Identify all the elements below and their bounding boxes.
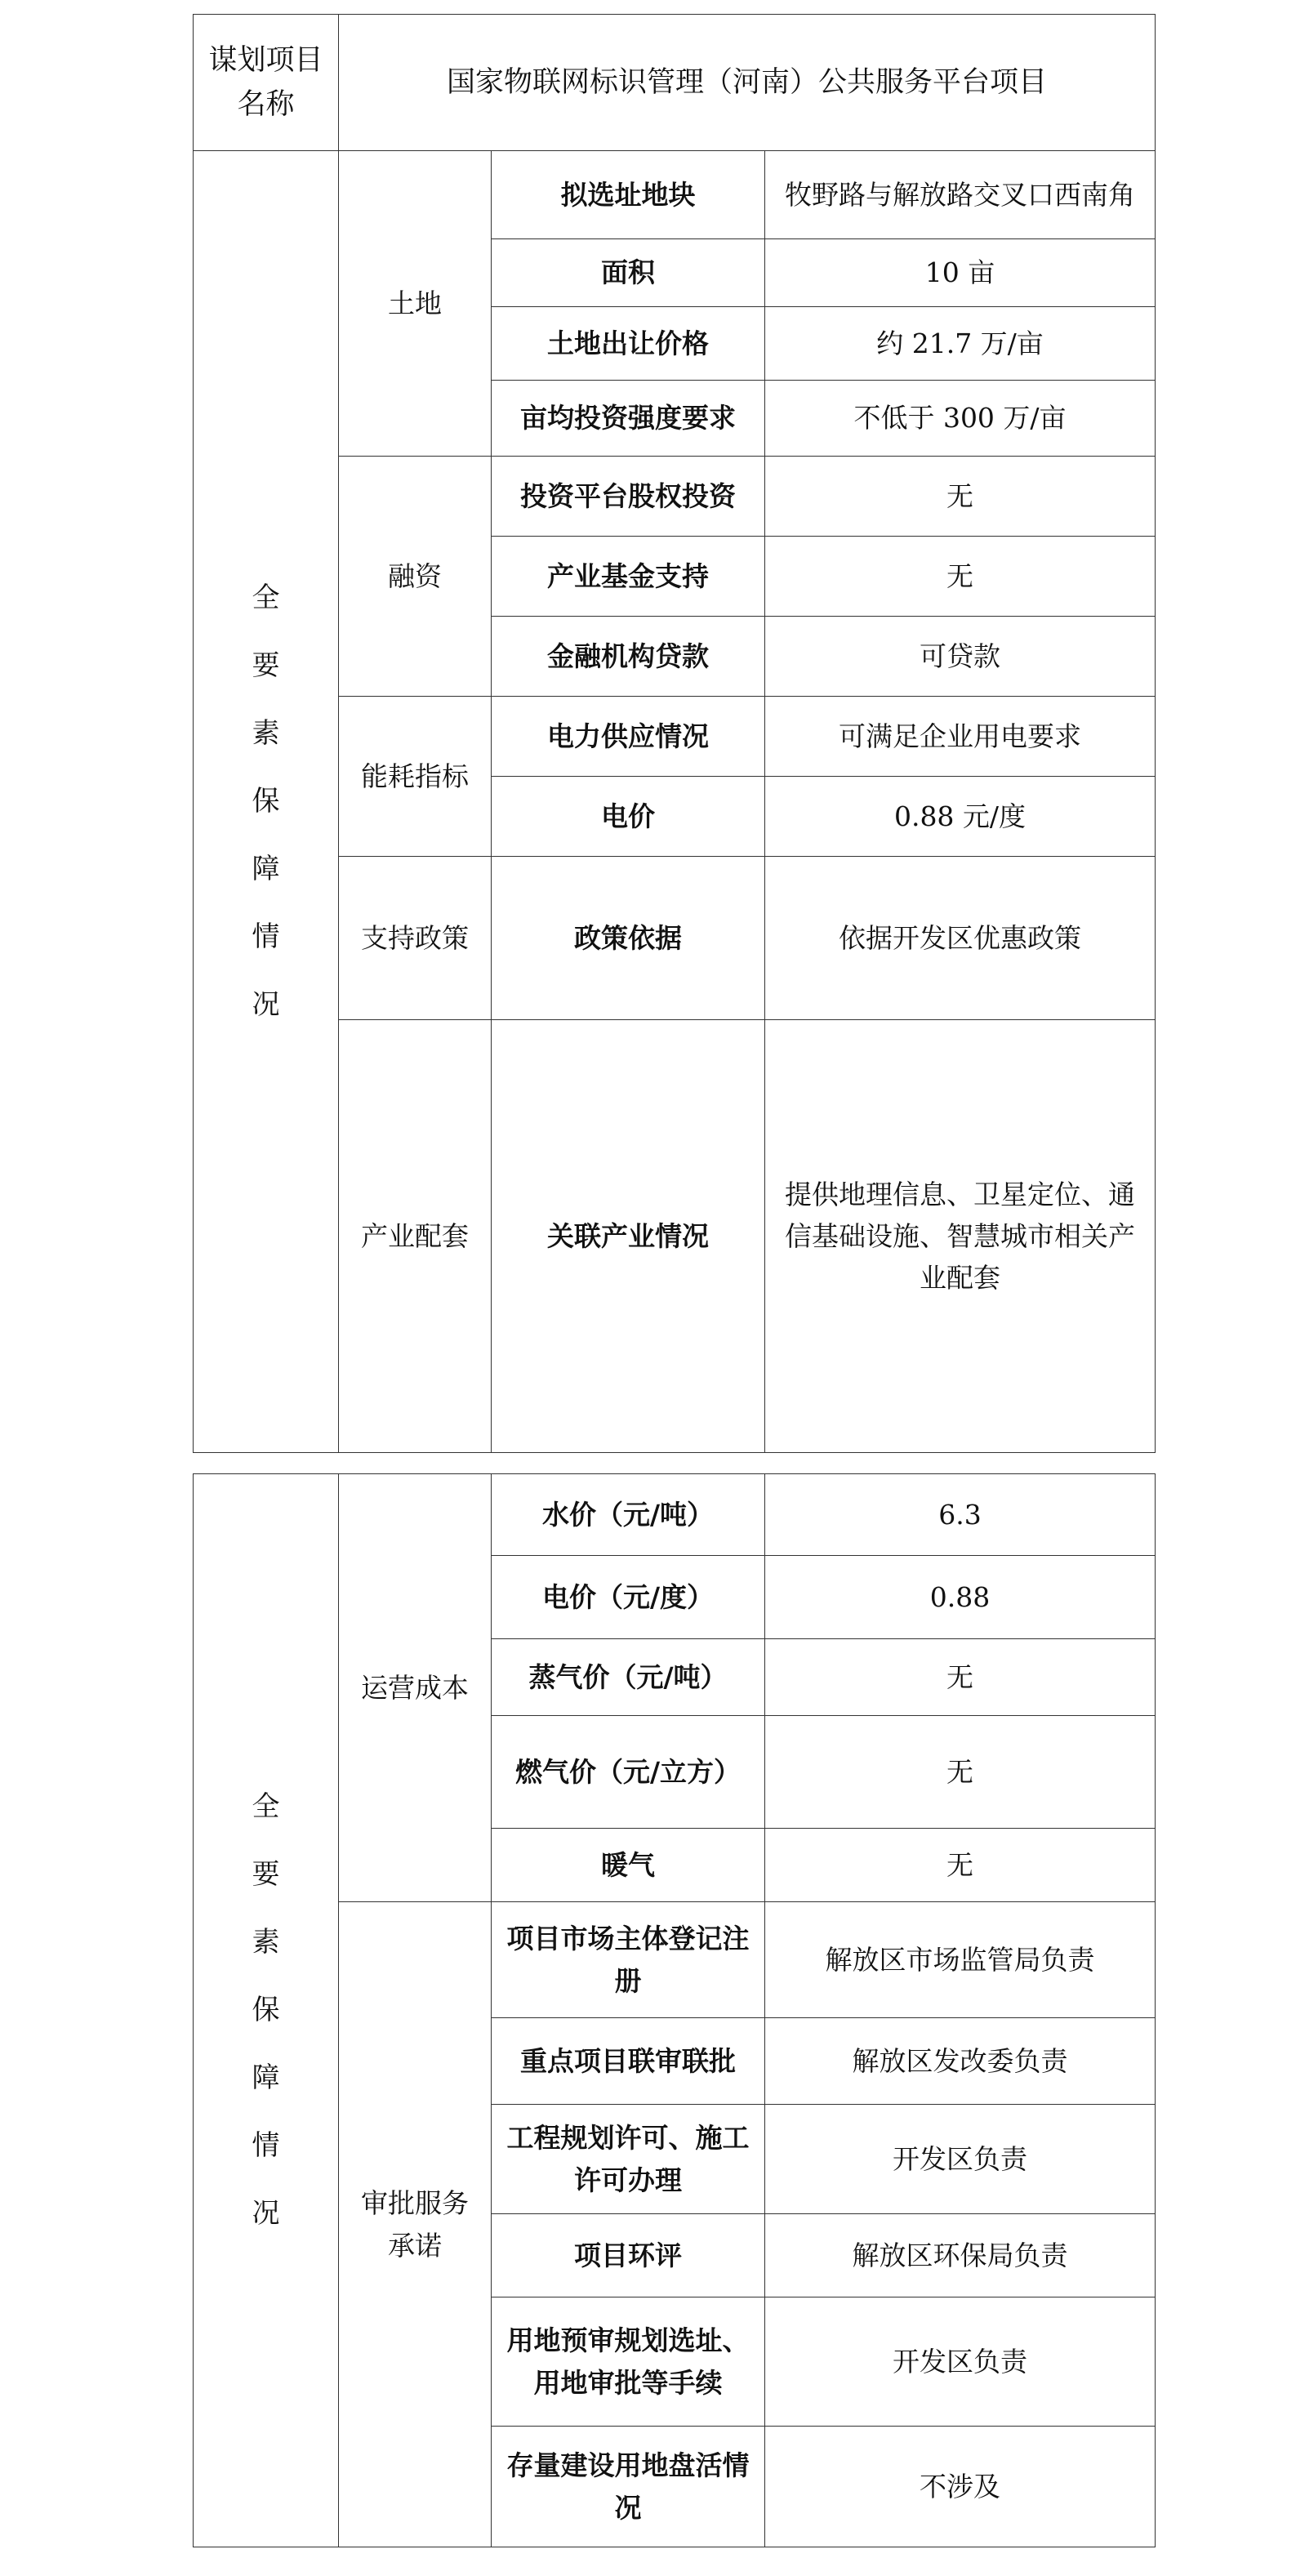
row-label: 暖气 (492, 1829, 765, 1902)
row-value: 开发区负责 (765, 2297, 1156, 2427)
group-label-land: 土地 (339, 151, 492, 457)
row-value: 解放区环保局负责 (765, 2214, 1156, 2297)
row-label: 拟选址地块 (492, 151, 765, 239)
row-label: 用地预审规划选址、用地审批等手续 (492, 2297, 765, 2427)
group-label-energy: 能耗指标 (339, 697, 492, 857)
project-table-1 (193, 14, 1156, 1453)
row-label: 燃气价（元/立方） (492, 1716, 765, 1829)
row-value: 无 (765, 1829, 1156, 1902)
row-value: 不低于 300 万/亩 (765, 381, 1156, 457)
group-label-finance: 融资 (339, 457, 492, 697)
project-table-2 (193, 1473, 1156, 2547)
row-value: 依据开发区优惠政策 (765, 857, 1156, 1020)
project-name-label: 谋划项目名称 (194, 15, 339, 151)
row-value: 10 亩 (765, 239, 1156, 307)
section-label-vertical: 全 要 素 保 障 情 况 (194, 1474, 339, 2547)
group-label-approval: 审批服务承诺 (339, 1902, 492, 2547)
row-label: 项目环评 (492, 2214, 765, 2297)
row-label: 关联产业情况 (492, 1020, 765, 1453)
row-label: 重点项目联审联批 (492, 2018, 765, 2105)
section-label-vertical: 全 要 素 保 障 情 况 (194, 151, 339, 1453)
group-label-industry: 产业配套 (339, 1020, 492, 1453)
row-label: 电价（元/度） (492, 1556, 765, 1639)
row-value: 无 (765, 457, 1156, 537)
row-value: 无 (765, 1716, 1156, 1829)
row-label: 产业基金支持 (492, 537, 765, 617)
row-label: 政策依据 (492, 857, 765, 1020)
row-value: 提供地理信息、卫星定位、通信基础设施、智慧城市相关产业配套 (765, 1020, 1156, 1453)
row-value: 牧野路与解放路交叉口西南角 (765, 151, 1156, 239)
row-label: 存量建设用地盘活情况 (492, 2427, 765, 2547)
row-label: 面积 (492, 239, 765, 307)
group-label-operation: 运营成本 (339, 1474, 492, 1902)
row-label: 投资平台股权投资 (492, 457, 765, 537)
row-value: 解放区发改委负责 (765, 2018, 1156, 2105)
project-name-value: 国家物联网标识管理（河南）公共服务平台项目 (339, 15, 1156, 151)
row-value: 可满足企业用电要求 (765, 697, 1156, 777)
group-label-policy: 支持政策 (339, 857, 492, 1020)
row-value: 解放区市场监管局负责 (765, 1902, 1156, 2018)
row-label: 水价（元/吨） (492, 1474, 765, 1556)
row-label: 电价 (492, 777, 765, 857)
row-value: 0.88 (765, 1556, 1156, 1639)
row-value: 开发区负责 (765, 2105, 1156, 2214)
row-label: 工程规划许可、施工许可办理 (492, 2105, 765, 2214)
row-label: 蒸气价（元/吨） (492, 1639, 765, 1716)
row-label: 金融机构贷款 (492, 617, 765, 697)
row-label: 项目市场主体登记注册 (492, 1902, 765, 2018)
row-value: 0.88 元/度 (765, 777, 1156, 857)
row-value: 不涉及 (765, 2427, 1156, 2547)
row-value: 约 21.7 万/亩 (765, 307, 1156, 381)
row-value: 无 (765, 537, 1156, 617)
row-value: 可贷款 (765, 617, 1156, 697)
row-label: 电力供应情况 (492, 697, 765, 777)
row-label: 亩均投资强度要求 (492, 381, 765, 457)
row-label: 土地出让价格 (492, 307, 765, 381)
row-value: 无 (765, 1639, 1156, 1716)
row-value: 6.3 (765, 1474, 1156, 1556)
